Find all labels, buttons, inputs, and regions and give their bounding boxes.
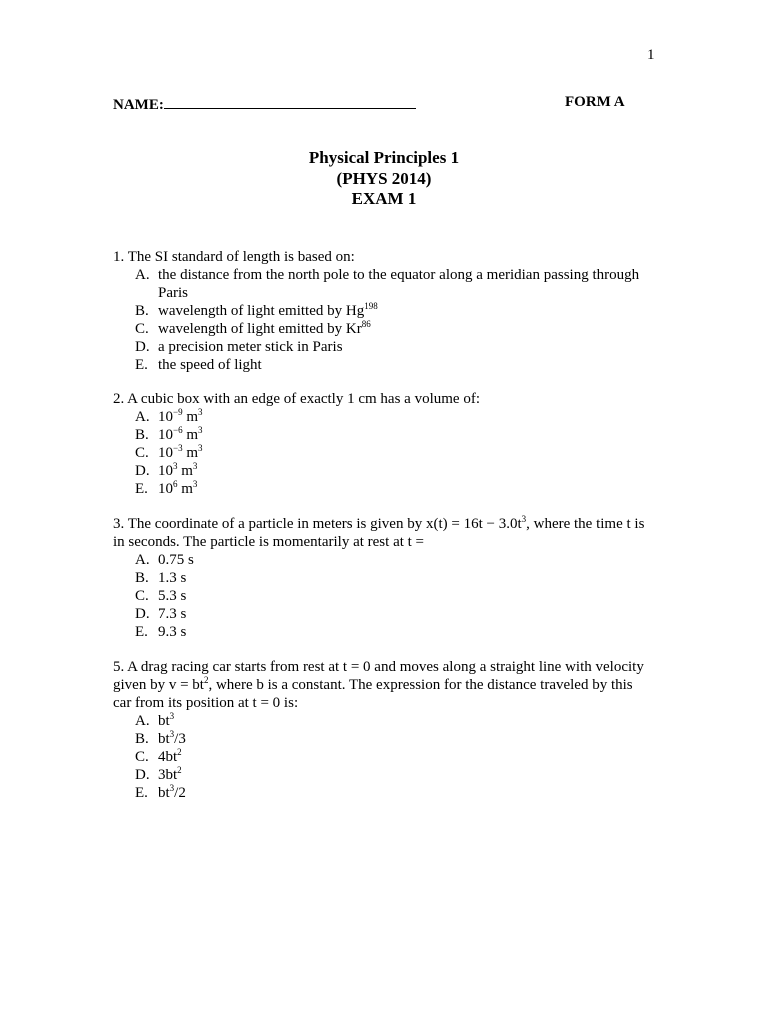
question-text-part-2: , where b is a constant. The expression for the distance traveled by this car from its position at t = 0 is: [113, 677, 633, 711]
option-list [113, 266, 653, 374]
option-text: a precision meter stick in Paris [158, 339, 343, 355]
unit: m [182, 427, 198, 443]
option-a [113, 551, 653, 569]
unit-exponent: 3 [198, 407, 203, 417]
question-3 [113, 515, 653, 641]
option-letter: A. [135, 713, 150, 729]
option-letter: A. [135, 267, 150, 283]
power-exponent: −9 [173, 407, 183, 417]
option-text: 7.3 s [158, 606, 187, 622]
question-text-part-1: 5. A drag racing car starts from rest at t = 0 and moves along a straight line with velocity given by v = bt [113, 659, 644, 693]
option-letter: D. [135, 463, 150, 479]
option-text: 1.3 s [158, 570, 187, 586]
power-exponent: −3 [173, 443, 183, 453]
option-text [158, 730, 653, 748]
power-exponent: 3 [173, 461, 178, 471]
option-letter: D. [135, 606, 150, 622]
isotope-number: 86 [361, 319, 371, 329]
question-1 [113, 248, 653, 374]
power-exponent: 6 [173, 479, 178, 489]
expr-post: /3 [174, 731, 186, 747]
option-text-main: wavelength of light emitted by Hg [158, 303, 365, 319]
expr-exponent: 3 [169, 783, 175, 793]
expr-exponent: 2 [177, 765, 182, 775]
expr-pre: 3bt [158, 767, 178, 783]
option-a [113, 712, 653, 730]
option-e [113, 623, 653, 641]
option-c [113, 320, 653, 338]
power-base: 10 [158, 445, 173, 461]
option-letter: C. [135, 749, 149, 765]
option-text [158, 480, 653, 498]
option-text [158, 426, 653, 444]
expr-exponent: 3 [169, 729, 175, 739]
course-code: (PHYS 2014) [336, 168, 432, 188]
expr-post: /2 [174, 785, 186, 801]
unit-exponent: 3 [198, 425, 203, 435]
question-5 [113, 658, 653, 802]
expr-pre: bt [158, 731, 170, 747]
option-text [158, 302, 653, 320]
option-b [113, 730, 653, 748]
option-d [113, 338, 653, 356]
option-letter: D. [135, 339, 150, 355]
option-text: 0.75 s [158, 552, 194, 568]
exam-number: EXAM 1 [351, 189, 417, 208]
unit: m [177, 481, 193, 497]
option-e [113, 480, 653, 498]
option-text [158, 712, 653, 730]
option-text: 5.3 s [158, 588, 187, 604]
isotope-number: 198 [364, 301, 378, 311]
page-number: 1 [647, 47, 655, 63]
option-text: 9.3 s [158, 624, 187, 640]
power-base: 10 [158, 463, 173, 479]
option-c [113, 587, 653, 605]
option-text [158, 444, 653, 462]
question-text-part-1: 3. The coordinate of a particle in meters is given by x(t) = 16t − 3.0t [113, 516, 522, 532]
option-letter: B. [135, 427, 149, 443]
power-exponent: −6 [173, 425, 183, 435]
question-exponent: 3 [521, 514, 527, 524]
name-blank-line [164, 94, 416, 109]
option-c [113, 444, 653, 462]
option-list [113, 712, 653, 802]
power-base: 10 [158, 481, 173, 497]
option-letter: C. [135, 445, 149, 461]
option-text [158, 784, 653, 802]
expr-pre: 4bt [158, 749, 178, 765]
unit-exponent: 3 [192, 479, 198, 489]
question-2 [113, 390, 653, 498]
option-list [113, 408, 653, 498]
option-letter: C. [135, 588, 149, 604]
course-title: Physical Principles 1 [308, 148, 460, 167]
option-letter: E. [135, 357, 148, 373]
expr-exponent: 2 [177, 747, 182, 757]
option-letter: C. [135, 321, 149, 337]
option-a [113, 266, 653, 302]
option-list [113, 551, 653, 641]
unit: m [177, 463, 193, 479]
expr-pre: bt [158, 785, 170, 801]
option-d [113, 605, 653, 623]
option-text [158, 766, 653, 784]
option-letter: B. [135, 303, 149, 319]
option-d [113, 766, 653, 784]
option-text: the distance from the north pole to the equator along a meridian passing through Paris [158, 267, 640, 301]
power-base: 10 [158, 409, 173, 425]
option-text [158, 748, 653, 766]
option-e [113, 784, 653, 802]
question-exponent: 2 [203, 675, 209, 685]
option-text: the speed of light [158, 357, 262, 373]
option-letter: B. [135, 570, 149, 586]
unit-exponent: 3 [192, 461, 198, 471]
form-label: FORM A [565, 94, 625, 110]
unit: m [182, 445, 198, 461]
expr-exponent: 3 [169, 711, 175, 721]
expr-pre: bt [158, 713, 170, 729]
option-d [113, 462, 653, 480]
option-letter: A. [135, 552, 150, 568]
option-b [113, 302, 653, 320]
name-label: NAME: [113, 97, 164, 113]
question-text: 2. A cubic box with an edge of exactly 1 cm has a volume of: [113, 391, 480, 407]
option-letter: B. [135, 731, 149, 747]
option-e [113, 356, 653, 374]
question-text: 1. The SI standard of length is based on: [113, 249, 355, 265]
option-text [158, 408, 653, 426]
option-text [158, 462, 653, 480]
option-letter: D. [135, 767, 150, 783]
question-text-part-2: , where the time t is in seconds. The particle is momentarily at rest at t = [113, 516, 645, 550]
exam-title [0, 148, 768, 210]
option-b [113, 426, 653, 444]
unit-exponent: 3 [198, 443, 203, 453]
option-letter: A. [135, 409, 150, 425]
option-letter: E. [135, 481, 148, 497]
option-b [113, 569, 653, 587]
option-letter: E. [135, 785, 148, 801]
option-a [113, 408, 653, 426]
exam-header [113, 94, 633, 114]
option-text [158, 320, 653, 338]
option-c [113, 748, 653, 766]
question-text [113, 515, 653, 551]
option-letter: E. [135, 624, 148, 640]
question-text [113, 658, 653, 712]
option-text-main: wavelength of light emitted by Kr [158, 321, 362, 337]
unit: m [182, 409, 198, 425]
power-base: 10 [158, 427, 173, 443]
